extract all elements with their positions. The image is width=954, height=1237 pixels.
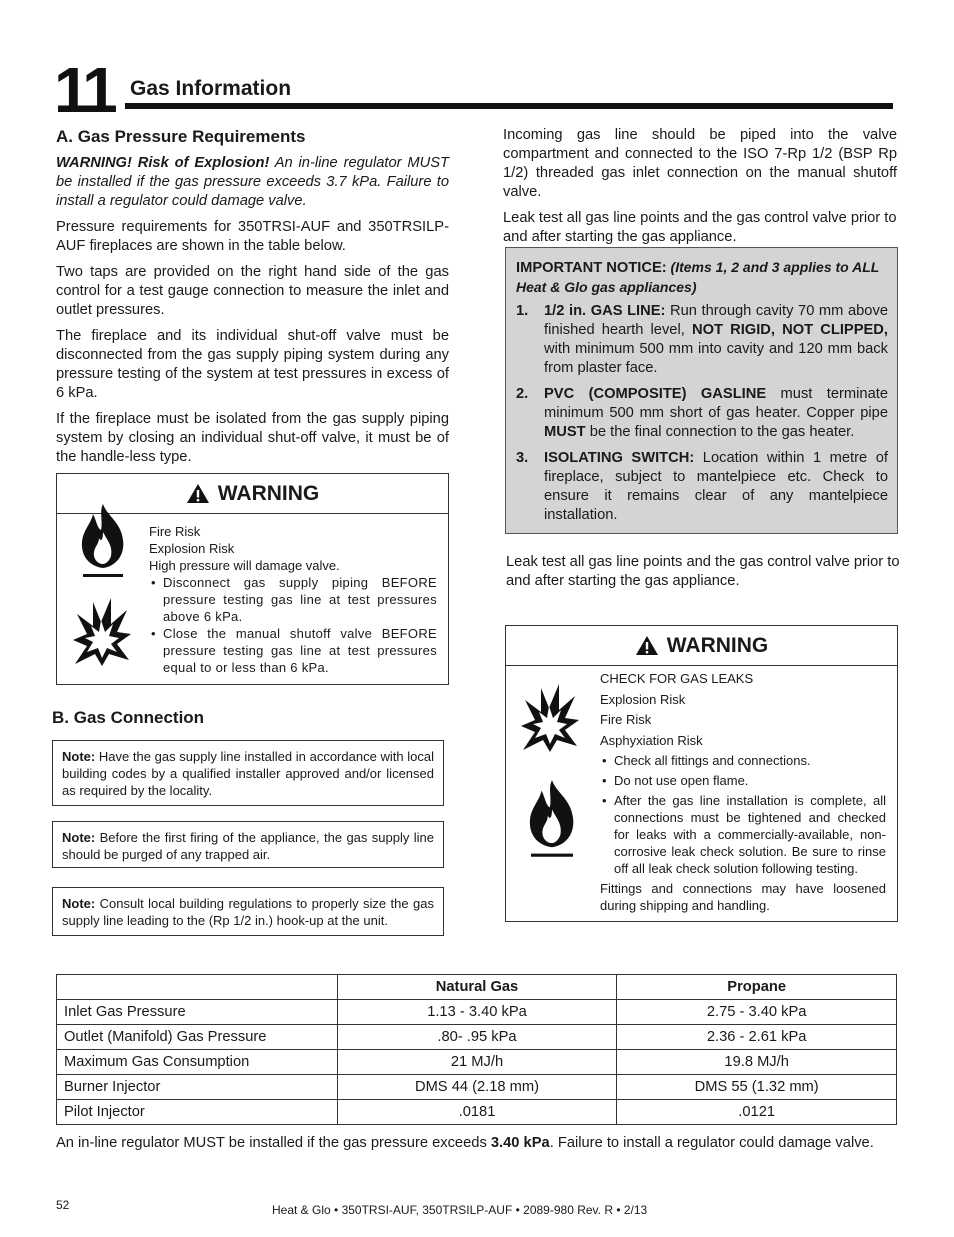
warning-triangle-icon [186,483,210,504]
warning-box-gas-leaks [505,625,898,922]
note-label: Note: [62,830,96,845]
notice-item-bold: MUST [544,424,586,440]
right-column-top [503,126,897,254]
notice-subtitle: (Items 1, 2 and 3 applies to ALL Heat & Glo gas appliances) [516,259,880,295]
note-text: Consult local building regulations to properly size the gas supply line leading to the (Rp 1/2 in.) hook-up at the unit. [62,896,434,928]
chapter-rule [125,103,893,109]
notice-item-bold: PVC (COMPOSITE) GASLINE [544,386,767,402]
leak-test-paragraph-2: Leak test all gas line points and the gas control valve prior to and after starting the gas appliance. [506,554,900,589]
leak-test-paragraph: Leak test all gas line points and the gas control valve prior to and after starting the gas appliance. [503,210,897,245]
warning-bullet: • After the gas line installation is complete, all connections must be tightened and checked for leaks with a commercially-available, non-corrosive leak check solution. Be sure to rinse off all leak check solution following testing. [600,792,886,877]
regulator-note-post: . Failure to install a regulator could damage valve. [549,1135,874,1151]
important-notice-box [505,247,898,534]
valve-damage-label: High pressure will damage valve. [149,558,340,573]
section-a [56,127,449,474]
notice-title: IMPORTANT NOTICE: [516,260,667,276]
table-header-cell [57,975,338,1000]
regulator-note [56,1134,898,1153]
table-cell: 2.36 - 2.61 kPa [617,1025,897,1050]
regulator-note-bold: 3.40 kPa [490,1135,550,1151]
notice-item-text: with minimum 500 mm into cavity and 120 mm back from plaster face. [544,341,888,376]
notice-item-text: must terminate minimum 500 mm short of gas heater. Copper pipe [544,386,888,421]
fire-hazard-icon [524,778,580,862]
notice-list [516,302,888,525]
note-box-purge [52,821,444,868]
warning-title: WARNING [666,633,769,657]
table-cell: .0181 [337,1100,617,1125]
chapter-number: 11 [54,54,114,126]
notice-item-bold: ISOLATING SWITCH: [544,450,695,466]
note-text: Have the gas supply line installed in accordance with local building codes by a qualified installer approved and/or licensed as required by the locality. [62,749,434,798]
chapter-title: Gas Information [130,77,292,100]
notice-item-text: be the final connection to the gas heater. [585,424,855,440]
table-row [57,1000,897,1025]
pressure-requirements-paragraph: Pressure requirements for 350TRSI-AUF and 350TRSILP-AUF fireplaces are shown in the table below. [56,219,449,254]
warning-bullets [149,574,437,676]
warning-bullet: • Close the manual shutoff valve BEFORE pressure testing gas line at test pressures equal to or less than 6 kPa. [149,625,437,676]
notice-item-number: 2. [516,386,529,402]
right-column-mid [506,553,900,598]
fire-risk-label: Fire Risk [149,524,201,539]
table-cell: Burner Injector [57,1075,338,1100]
table-cell: 19.8 MJ/h [617,1050,897,1075]
note-box-installer [52,740,444,806]
explosion-hazard-icon [71,594,133,668]
fire-risk-label: Fire Risk [600,712,652,727]
explosion-hazard-icon [516,680,584,754]
explosion-warning-lead: WARNING! Risk of Explosion! [56,155,270,171]
notice-item [516,302,888,378]
table-row [57,1050,897,1075]
notice-item [516,385,888,442]
table-cell: Maximum Gas Consumption [57,1050,338,1075]
regulator-note-pre: An in-line regulator MUST be installed if the gas pressure exceeds [56,1135,491,1151]
warning-bullets [600,752,886,877]
notice-item-bold: 1/2 in. GAS LINE: [544,303,666,319]
table-cell: DMS 44 (2.18 mm) [337,1075,617,1100]
disconnect-paragraph: The fireplace and its individual shut-off valve must be disconnected from the gas supply piping system during any pressure testing of the system at test pressures in excess of 6 kPa. [56,328,449,401]
table-cell: 21 MJ/h [337,1050,617,1075]
table-cell: .80- .95 kPa [337,1025,617,1050]
notice-item-text: Run through cavity 70 mm above finished hearth level, [544,303,888,338]
fittings-note: Fittings and connections may have loosened during shipping and handling. [600,881,886,913]
table-header-cell: Natural Gas [337,975,617,1000]
table-cell: .0121 [617,1100,897,1125]
notice-item-number: 1. [516,303,529,319]
notice-item-text: Location within 1 metre of fireplace, subject to mantelpiece etc. Check to ensure it remains clear of any mantelpiece installation. [544,450,888,523]
warning-bullet: • Do not use open flame. [600,772,886,789]
explosion-warning-rest: An in-line regulator MUST be installed if the gas pressure exceeds 3.7 kPa. Failure to install a regulator could damage valve. [56,155,450,209]
table-header-cell: Propane [617,975,897,1000]
table-cell: Outlet (Manifold) Gas Pressure [57,1025,338,1050]
warning-triangle-icon [635,635,659,656]
table-cell: DMS 55 (1.32 mm) [617,1075,897,1100]
table-row [57,1075,897,1100]
notice-item-bold: NOT RIGID, NOT CLIPPED, [691,322,888,338]
gas-spec-table [56,974,897,1125]
table-cell: Pilot Injector [57,1100,338,1125]
table-cell: 1.13 - 3.40 kPa [337,1000,617,1025]
note-label: Note: [62,749,96,764]
table-cell: Inlet Gas Pressure [57,1000,338,1025]
note-box-sizing [52,887,444,936]
notice-heading [516,258,888,298]
warning-body [149,523,437,676]
warning-bullet: • Check all fittings and connections. [600,752,886,769]
test-taps-paragraph: Two taps are provided on the right hand side of the gas control for a test gauge connection to measure the inlet and outlet pressures. [56,264,449,318]
warning-header [506,626,897,666]
explosion-risk-label: Explosion Risk [600,692,686,707]
warning-box-pressure [56,473,449,685]
explosion-warning-text [56,154,449,211]
check-leaks-label: CHECK FOR GAS LEAKS [600,671,754,686]
asphyxiation-risk-label: Asphyxiation Risk [600,733,703,748]
shutoff-valve-paragraph: If the fireplace must be isolated from the gas supply piping system by closing an individual shut-off valve, it must be of the handle-less type. [56,411,449,465]
explosion-risk-label: Explosion Risk [149,541,235,556]
gas-line-piping-paragraph: Incoming gas line should be piped into the valve compartment and connected to the ISO 7-Rp 1/2 (BSP Rp 1/2) threaded gas inlet connection on the manual shutoff valve. [503,127,897,200]
fire-hazard-icon [77,502,129,582]
table-row [57,1025,897,1050]
notice-item-number: 3. [516,450,529,466]
warning-body [600,670,886,914]
warning-title: WARNING [217,481,320,505]
page-number: 52 [56,1198,70,1212]
section-a-heading: A. Gas Pressure Requirements [56,127,306,146]
table-row [57,1100,897,1125]
section-b-heading: B. Gas Connection [52,708,205,727]
table-header-row [57,975,897,1000]
note-text: Before the first firing of the appliance, the gas supply line should be purged of any trapped air. [62,830,434,862]
page-footer: Heat & Glo • 350TRSI-AUF, 350TRSILP-AUF • 2089-980 Rev. R • 2/13 [272,1203,648,1217]
notice-item [516,449,888,525]
note-label: Note: [62,896,96,911]
table-cell: 2.75 - 3.40 kPa [617,1000,897,1025]
warning-bullet: • Disconnect gas supply piping BEFORE pressure testing gas line at test pressures above 6 kPa. [149,574,437,625]
